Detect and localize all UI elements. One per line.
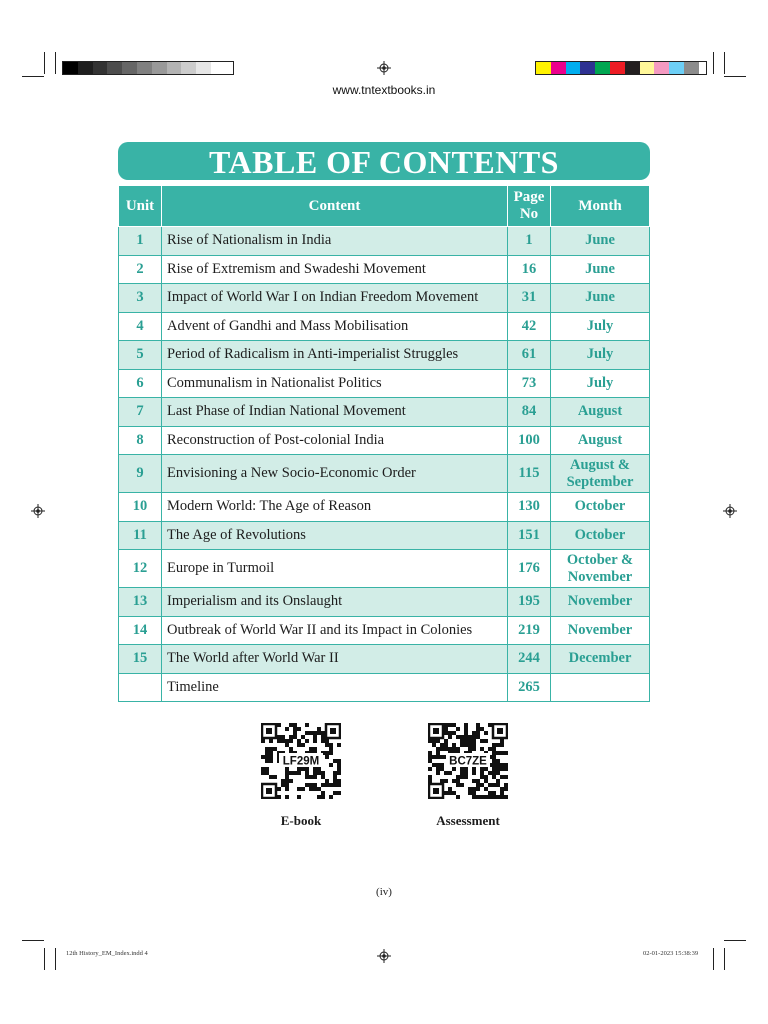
crop-mark (44, 52, 45, 74)
crop-mark (724, 948, 725, 970)
crop-mark (55, 52, 56, 74)
table-row[interactable] (119, 255, 650, 284)
month-cell: July (551, 369, 650, 398)
qr-code-text: BC7ZE (449, 755, 487, 768)
month-cell: November (551, 616, 650, 645)
column-header-page (508, 186, 551, 227)
table-row[interactable] (119, 341, 650, 370)
site-url[interactable]: www.tntextbooks.in (332, 83, 436, 97)
table-row[interactable] (119, 645, 650, 674)
page-number-cell: 1 (508, 227, 551, 256)
content-cell: Advent of Gandhi and Mass Mobilisation (162, 312, 508, 341)
month-cell: November (551, 588, 650, 617)
table-row[interactable] (119, 550, 650, 588)
page-number-cell: 244 (508, 645, 551, 674)
content-cell: Outbreak of World War II and its Impact in Colonies (162, 616, 508, 645)
month-cell: June (551, 227, 650, 256)
page-number-cell: 151 (508, 521, 551, 550)
table-row[interactable] (119, 369, 650, 398)
page-number-cell: 16 (508, 255, 551, 284)
table-row[interactable] (119, 455, 650, 493)
page-number: (iv) (376, 886, 392, 898)
table-row[interactable] (119, 312, 650, 341)
content-cell: The Age of Revolutions (162, 521, 508, 550)
month-cell: August & September (551, 455, 650, 493)
table-body (119, 227, 650, 702)
content-cell: Communalism in Nationalist Politics (162, 369, 508, 398)
registration-mark-icon (377, 949, 391, 963)
page-number-cell: 61 (508, 341, 551, 370)
table-row[interactable] (119, 284, 650, 313)
grayscale-color-bar (62, 61, 234, 75)
page-title: TABLE OF CONTENTS (118, 142, 650, 180)
unit-cell: 15 (119, 645, 162, 674)
content-cell: Envisioning a New Socio-Economic Order (162, 455, 508, 493)
month-cell: August (551, 398, 650, 427)
column-header-page-label: Page No (513, 189, 545, 222)
column-header-unit: Unit (119, 186, 162, 227)
month-cell: June (551, 284, 650, 313)
registration-mark-icon (31, 504, 45, 518)
month-cell: December (551, 645, 650, 674)
month-cell: August (551, 426, 650, 455)
content-cell: Impact of World War I on Indian Freedom Movement (162, 284, 508, 313)
qr-code-text: LF29M (282, 755, 320, 768)
content-cell: Timeline (162, 673, 508, 702)
table-row[interactable] (119, 616, 650, 645)
content-cell: Rise of Extremism and Swadeshi Movement (162, 255, 508, 284)
crop-mark (22, 76, 44, 77)
table-row[interactable] (119, 426, 650, 455)
qr-code-icon (261, 723, 341, 799)
crop-mark (713, 52, 714, 74)
unit-cell: 9 (119, 455, 162, 493)
month-cell: October (551, 493, 650, 522)
page-number-cell: 73 (508, 369, 551, 398)
contents-table (118, 185, 650, 702)
crop-mark (724, 940, 746, 941)
unit-cell: 7 (119, 398, 162, 427)
month-cell: June (551, 255, 650, 284)
crop-mark (724, 76, 746, 77)
process-color-bar (535, 61, 707, 75)
crop-mark (724, 52, 725, 74)
content-cell: Reconstruction of Post-colonial India (162, 426, 508, 455)
table-row[interactable] (119, 493, 650, 522)
table-row[interactable] (119, 521, 650, 550)
unit-cell: 13 (119, 588, 162, 617)
content-cell: Period of Radicalism in Anti-imperialist Struggles (162, 341, 508, 370)
page-number-cell: 265 (508, 673, 551, 702)
unit-cell: 5 (119, 341, 162, 370)
month-cell: October & November (551, 550, 650, 588)
page-number-cell: 115 (508, 455, 551, 493)
content-cell: Europe in Turmoil (162, 550, 508, 588)
content-cell: Modern World: The Age of Reason (162, 493, 508, 522)
crop-mark (22, 940, 44, 941)
registration-mark-icon (377, 61, 391, 75)
page-number-cell: 84 (508, 398, 551, 427)
column-header-content: Content (162, 186, 508, 227)
assessment-label: Assessment (436, 813, 500, 828)
table-row[interactable] (119, 398, 650, 427)
unit-cell: 12 (119, 550, 162, 588)
unit-cell: 14 (119, 616, 162, 645)
unit-cell: 4 (119, 312, 162, 341)
table-header-row (119, 186, 650, 227)
page-number-cell: 31 (508, 284, 551, 313)
unit-cell: 10 (119, 493, 162, 522)
month-cell (551, 673, 650, 702)
content-cell: Last Phase of Indian National Movement (162, 398, 508, 427)
page-number-cell: 130 (508, 493, 551, 522)
table-row[interactable] (119, 588, 650, 617)
crop-mark (55, 948, 56, 970)
content-cell: The World after World War II (162, 645, 508, 674)
unit-cell: 6 (119, 369, 162, 398)
crop-mark (713, 948, 714, 970)
table-row[interactable] (119, 227, 650, 256)
column-header-month: Month (551, 186, 650, 227)
ebook-label: E-book (280, 813, 322, 828)
page-number-cell: 219 (508, 616, 551, 645)
table-row[interactable] (119, 673, 650, 702)
month-cell: October (551, 521, 650, 550)
unit-cell: 8 (119, 426, 162, 455)
crop-mark (44, 948, 45, 970)
unit-cell: 1 (119, 227, 162, 256)
print-timestamp: 02-01-2023 15:38:39 (643, 950, 699, 957)
page-number-cell: 195 (508, 588, 551, 617)
unit-cell: 3 (119, 284, 162, 313)
month-cell: July (551, 312, 650, 341)
file-slug: 12th History_EM_Index.indd 4 (66, 950, 148, 957)
unit-cell: 2 (119, 255, 162, 284)
qr-code-icon (428, 723, 508, 799)
unit-cell (119, 673, 162, 702)
content-cell: Imperialism and its Onslaught (162, 588, 508, 617)
page-number-cell: 176 (508, 550, 551, 588)
unit-cell: 11 (119, 521, 162, 550)
registration-mark-icon (723, 504, 737, 518)
page-number-cell: 42 (508, 312, 551, 341)
content-cell: Rise of Nationalism in India (162, 227, 508, 256)
page-number-cell: 100 (508, 426, 551, 455)
month-cell: July (551, 341, 650, 370)
